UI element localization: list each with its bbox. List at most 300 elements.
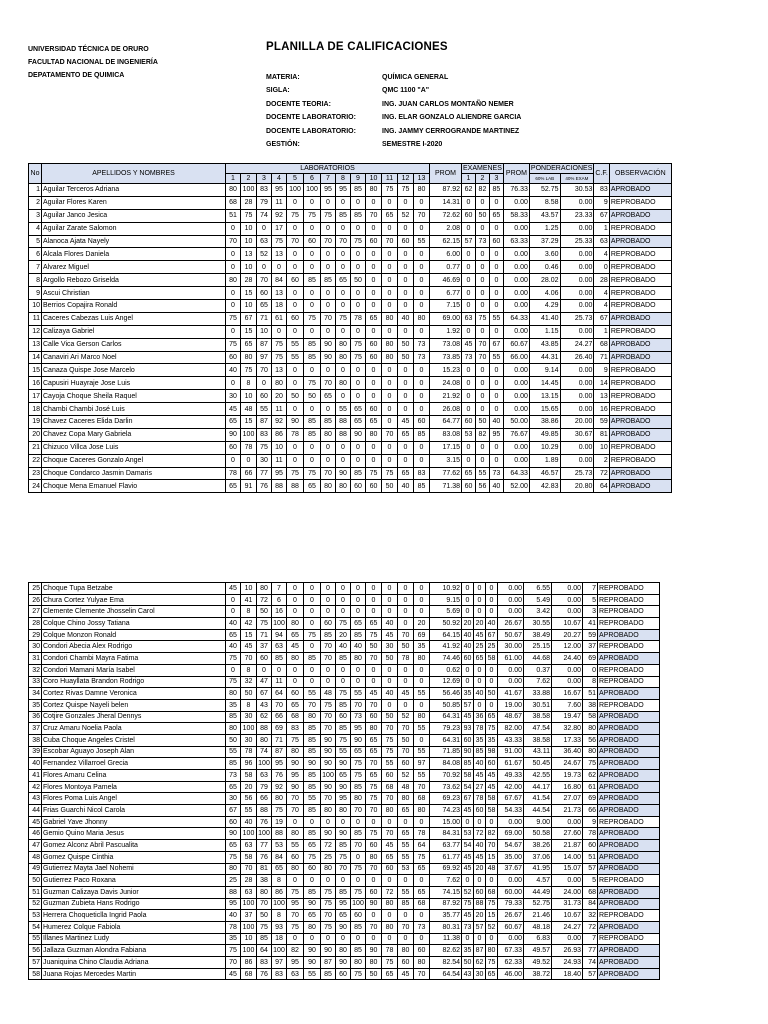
grade-cell: 10: [241, 390, 257, 403]
grade-cell: 65: [304, 480, 321, 493]
table-row: [29, 699, 660, 711]
average-cell: 0.00: [503, 196, 529, 209]
grade-cell: 75: [272, 338, 287, 351]
grade-cell: 0: [321, 933, 336, 945]
grade-cell: 60: [287, 688, 304, 700]
grade-cell: 75: [351, 338, 366, 351]
grade-cell: 60: [474, 886, 486, 898]
table-row: [29, 274, 672, 287]
grade-cell: 60: [351, 480, 366, 493]
average-cell: 43.11: [524, 746, 552, 758]
row-number-cell: 1: [29, 184, 42, 197]
grade-cell: 75: [304, 209, 321, 222]
final-grade-cell: 13: [594, 390, 609, 403]
grade-cell: 65: [304, 840, 321, 852]
grade-cell: 77: [257, 467, 272, 480]
grade-cell: 0: [489, 248, 503, 261]
grade-cell: 60: [304, 863, 321, 875]
observation-cell: REPROBADO: [609, 364, 671, 377]
grade-cell: 60: [287, 274, 304, 287]
grade-cell: 0: [336, 261, 351, 274]
grade-cell: 0: [462, 325, 476, 338]
grade-cell: 48: [398, 781, 414, 793]
row-number-cell: 51: [29, 886, 42, 898]
grade-cell: 80: [382, 921, 398, 933]
grade-cell: 0: [398, 261, 414, 274]
grade-cell: 10: [241, 235, 257, 248]
grade-cell: 0: [366, 583, 382, 595]
grade-cell: 63: [257, 235, 272, 248]
grade-cell: 75: [366, 828, 382, 840]
grade-cell: 0: [382, 676, 398, 688]
grade-cell: 55: [336, 746, 351, 758]
grade-cell: 16: [272, 606, 287, 618]
average-cell: 0.00: [498, 875, 524, 887]
grade-cell: 0: [321, 364, 336, 377]
row-number-cell: 35: [29, 699, 42, 711]
grade-cell: 75: [382, 957, 398, 969]
average-cell: 72.62: [430, 209, 462, 222]
grade-cell: 0: [366, 910, 382, 922]
grade-cell: 80: [382, 805, 398, 817]
grade-cell: 55: [475, 467, 489, 480]
grade-cell: 75: [287, 467, 304, 480]
average-cell: 58.33: [503, 209, 529, 222]
grade-cell: 75: [321, 209, 336, 222]
student-name-cell: Alvarez Miguel: [42, 261, 226, 274]
average-cell: 80.31: [430, 921, 462, 933]
final-grade-cell: 37: [583, 641, 598, 653]
grade-cell: 0: [287, 583, 304, 595]
final-grade-cell: 83: [594, 184, 609, 197]
observation-cell: APROBADO: [598, 840, 660, 852]
student-name-cell: Cuba Choque Angeles Cristel: [42, 734, 226, 746]
average-cell: 84.31: [430, 828, 462, 840]
grade-cell: 48: [321, 688, 336, 700]
average-cell: 0.00: [552, 875, 583, 887]
grade-cell: 60: [287, 312, 304, 325]
grade-cell: 20: [474, 863, 486, 875]
grade-cell: 100: [241, 723, 257, 735]
grade-cell: 0: [226, 377, 241, 390]
final-grade-cell: 81: [594, 428, 609, 441]
average-cell: 33.88: [524, 688, 552, 700]
average-cell: 35.00: [498, 851, 524, 863]
grade-cell: 65: [414, 863, 430, 875]
student-name-cell: Choque Mena Emanuel Flavio: [42, 480, 226, 493]
average-cell: 70.92: [430, 770, 462, 782]
grade-cell: 60: [287, 851, 304, 863]
grade-cell: 0: [489, 403, 503, 416]
observation-cell: APROBADO: [598, 957, 660, 969]
grade-cell: 97: [414, 758, 430, 770]
grade-cell: 88: [272, 480, 287, 493]
grade-cell: 55: [398, 886, 414, 898]
average-cell: 15.00: [430, 816, 462, 828]
grade-cell: 65: [351, 416, 366, 429]
average-cell: 42.55: [524, 770, 552, 782]
student-name-cell: Cortez Quispe Nayeli belen: [42, 699, 226, 711]
grade-cell: 60: [382, 863, 398, 875]
grade-cell: 55: [287, 840, 304, 852]
grade-cell: 73: [414, 338, 430, 351]
average-cell: 16.67: [552, 688, 583, 700]
grade-cell: 72: [382, 886, 398, 898]
grade-cell: 0: [475, 261, 489, 274]
final-grade-cell: 2: [594, 454, 609, 467]
grade-cell: 0: [398, 300, 414, 313]
average-cell: 14.31: [430, 196, 462, 209]
grade-cell: 0: [336, 454, 351, 467]
grade-cell: 41: [241, 594, 257, 606]
observation-cell: APROBADO: [598, 629, 660, 641]
info-row: [266, 138, 521, 151]
average-cell: 41.54: [524, 793, 552, 805]
grade-cell: 88: [272, 828, 287, 840]
grade-cell: 72: [474, 828, 486, 840]
grade-cell: 70: [321, 723, 336, 735]
grade-cell: 83: [257, 428, 272, 441]
grade-cell: 0: [475, 287, 489, 300]
average-cell: 79.33: [498, 898, 524, 910]
grade-cell: 0: [398, 606, 414, 618]
grade-cell: 55: [398, 851, 414, 863]
row-number-cell: 3: [29, 209, 42, 222]
final-grade-cell: 72: [583, 921, 598, 933]
table-row: [29, 467, 672, 480]
grade-cell: 86: [241, 957, 257, 969]
grade-cell: 0: [414, 910, 430, 922]
grade-cell: 0: [414, 222, 430, 235]
row-number-cell: 50: [29, 875, 42, 887]
grade-cell: 0: [486, 676, 498, 688]
grade-cell: 80: [336, 351, 351, 364]
student-name-cell: Flores Montoya Pamela: [42, 781, 226, 793]
table-row: [29, 583, 660, 595]
grade-cell: 90: [336, 921, 351, 933]
grade-cell: 65: [226, 629, 241, 641]
grade-cell: 32: [241, 676, 257, 688]
grade-cell: 68: [382, 781, 398, 793]
grade-cell: 58: [486, 793, 498, 805]
grade-cell: 0: [366, 390, 382, 403]
average-cell: 91.00: [498, 746, 524, 758]
grade-cell: 0: [475, 222, 489, 235]
student-name-cell: Chavez Copa Mary Gabriela: [42, 428, 226, 441]
grade-cell: 79: [257, 781, 272, 793]
grade-cell: 0: [462, 377, 476, 390]
grade-cell: 0: [414, 664, 430, 676]
grade-cell: 70: [226, 235, 241, 248]
grade-cell: 80: [382, 338, 398, 351]
average-cell: 26.08: [430, 403, 462, 416]
average-cell: 71.38: [430, 480, 462, 493]
observation-cell: APROBADO: [609, 416, 671, 429]
grade-cell: 0: [287, 325, 304, 338]
info-value: SEMESTRE I-2020: [382, 141, 443, 149]
grade-cell: 28: [241, 875, 257, 887]
grade-cell: 40: [474, 758, 486, 770]
grade-cell: 80: [226, 688, 241, 700]
grade-cell: 45: [226, 403, 241, 416]
average-cell: 6.00: [430, 248, 462, 261]
grade-cell: 88: [474, 898, 486, 910]
grade-cell: 75: [257, 618, 272, 630]
grade-cell: 15: [241, 325, 257, 338]
grade-cell: 0: [486, 699, 498, 711]
observation-cell: REPROBADO: [609, 222, 671, 235]
grade-cell: 0: [462, 594, 474, 606]
exam-number: 3: [489, 174, 503, 184]
average-cell: 0.00: [560, 248, 594, 261]
average-cell: 14.45: [529, 377, 560, 390]
table-row: [29, 196, 672, 209]
average-cell: 5.69: [430, 606, 462, 618]
grade-cell: 0: [287, 364, 304, 377]
student-name-cell: Ascui Christian: [42, 287, 226, 300]
grade-cell: 0: [304, 618, 321, 630]
grade-cell: 75: [272, 235, 287, 248]
table-row: [29, 606, 660, 618]
student-name-cell: Choque Tupa Betzabe: [42, 583, 226, 595]
student-name-cell: Illanes Martinez Ludy: [42, 933, 226, 945]
grade-cell: 75: [351, 758, 366, 770]
grade-cell: 90: [336, 781, 351, 793]
table-row: [29, 184, 672, 197]
grade-cell: 0: [414, 676, 430, 688]
average-cell: 12.00: [552, 641, 583, 653]
grade-cell: 50: [475, 209, 489, 222]
grade-cell: 0: [398, 676, 414, 688]
student-name-cell: Aguilar Zarate Salomon: [42, 222, 226, 235]
grade-cell: 60: [226, 816, 241, 828]
grade-cell: 96: [241, 758, 257, 770]
observation-cell: APROBADO: [598, 886, 660, 898]
grade-cell: 73: [489, 467, 503, 480]
grade-cell: 65: [474, 653, 486, 665]
grade-cell: 0: [414, 390, 430, 403]
average-cell: 16.80: [552, 781, 583, 793]
lab-number: 6: [304, 174, 321, 184]
grade-cell: 80: [336, 945, 351, 957]
col-prom2: PROM: [503, 164, 529, 184]
grade-cell: 45: [382, 840, 398, 852]
average-cell: 64.15: [430, 629, 462, 641]
grade-cell: 92: [272, 781, 287, 793]
grade-cell: 95: [226, 898, 241, 910]
average-cell: 74.23: [430, 805, 462, 817]
grade-cell: 65: [366, 416, 382, 429]
final-grade-cell: 56: [583, 734, 598, 746]
average-cell: 21.87: [552, 840, 583, 852]
faculty-name: FACULTAD NACIONAL DE INGENIERÍA: [28, 59, 158, 66]
info-key: GESTIÓN:: [266, 141, 300, 149]
grade-cell: 65: [336, 770, 351, 782]
grade-cell: 37: [241, 910, 257, 922]
grade-cell: 0: [382, 403, 398, 416]
grade-cell: 53: [272, 840, 287, 852]
grade-cell: 57: [462, 235, 476, 248]
final-grade-cell: 84: [583, 898, 598, 910]
grade-cell: 11: [272, 676, 287, 688]
student-name-cell: Gutierrez Paco Roxana: [42, 875, 226, 887]
info-row: [266, 84, 521, 97]
grade-cell: 0: [321, 300, 336, 313]
grade-cell: 45: [474, 770, 486, 782]
average-cell: 83.08: [430, 428, 462, 441]
grade-cell: 0: [336, 325, 351, 338]
row-number-cell: 41: [29, 770, 42, 782]
grade-cell: 45: [462, 711, 474, 723]
grade-cell: 50: [382, 480, 398, 493]
grade-cell: 58: [241, 851, 257, 863]
grade-cell: 45: [462, 851, 474, 863]
grade-cell: 85: [226, 711, 241, 723]
row-number-cell: 29: [29, 629, 42, 641]
table-row: [29, 403, 672, 416]
average-cell: 0.00: [503, 261, 529, 274]
grade-cell: 63: [241, 840, 257, 852]
grade-cell: 65: [366, 618, 382, 630]
grade-cell: 10: [272, 441, 287, 454]
grade-cell: 0: [336, 933, 351, 945]
average-cell: 24.08: [430, 377, 462, 390]
grade-cell: 78: [351, 312, 366, 325]
table-row: [29, 781, 660, 793]
grade-cell: 80: [272, 377, 287, 390]
grade-cell: 0: [366, 664, 382, 676]
observation-cell: REPROBADO: [598, 816, 660, 828]
grade-cell: 0: [414, 261, 430, 274]
grade-cell: 88: [287, 480, 304, 493]
grade-cell: 93: [272, 921, 287, 933]
student-name-cell: Colque Chino Jossy Tatiana: [42, 618, 226, 630]
average-cell: 37.67: [498, 863, 524, 875]
grade-cell: 70: [321, 711, 336, 723]
average-cell: 21.73: [552, 805, 583, 817]
grade-cell: 55: [414, 746, 430, 758]
student-name-cell: Colque Monzon Ronald: [42, 629, 226, 641]
grade-cell: 0: [304, 606, 321, 618]
table-row: [29, 957, 660, 969]
grade-cell: 95: [489, 428, 503, 441]
grade-cell: 85: [304, 886, 321, 898]
table-row: [29, 325, 672, 338]
grade-cell: 70: [241, 653, 257, 665]
grade-cell: 0: [398, 699, 414, 711]
grade-cell: 60: [366, 235, 382, 248]
grade-cell: 70: [382, 723, 398, 735]
grade-cell: 0: [226, 594, 241, 606]
grade-cell: 90: [321, 828, 336, 840]
average-cell: 56.46: [430, 688, 462, 700]
grade-cell: 0: [351, 196, 366, 209]
grade-cell: 55: [414, 235, 430, 248]
grade-cell: 78: [241, 441, 257, 454]
grade-cell: 0: [366, 364, 382, 377]
grade-cell: 80: [336, 338, 351, 351]
grade-cell: 10: [241, 933, 257, 945]
grade-cell: 0: [304, 261, 321, 274]
grade-cell: 0: [462, 287, 476, 300]
grade-cell: 0: [351, 933, 366, 945]
grade-cell: 80: [321, 863, 336, 875]
grade-cell: 0: [475, 325, 489, 338]
grade-cell: 74: [257, 209, 272, 222]
observation-cell: APROBADO: [598, 828, 660, 840]
final-grade-cell: 75: [583, 758, 598, 770]
grade-cell: 50: [304, 390, 321, 403]
table-row: [29, 840, 660, 852]
grade-cell: 85: [304, 828, 321, 840]
final-grade-cell: 9: [594, 196, 609, 209]
lab-number: 8: [336, 174, 351, 184]
row-number-cell: 7: [29, 261, 42, 274]
table-row: [29, 390, 672, 403]
table-row: [29, 428, 672, 441]
grade-cell: 90: [336, 957, 351, 969]
grade-cell: 92: [272, 416, 287, 429]
grade-cell: 60: [366, 351, 382, 364]
average-cell: 0.00: [498, 676, 524, 688]
grade-cell: 80: [366, 184, 382, 197]
grade-cell: 0: [287, 606, 304, 618]
grade-cell: 80: [398, 945, 414, 957]
grade-cell: 73: [414, 921, 430, 933]
student-name-cell: Flores Amaru Celina: [42, 770, 226, 782]
average-cell: 24.27: [560, 338, 594, 351]
student-name-cell: Chambi Chambi José Luis: [42, 403, 226, 416]
grade-cell: 55: [382, 758, 398, 770]
grade-cell: 97: [257, 351, 272, 364]
grade-cell: 71: [257, 312, 272, 325]
average-cell: 6.83: [524, 933, 552, 945]
grade-cell: 88: [257, 723, 272, 735]
average-cell: 69.23: [430, 793, 462, 805]
grade-cell: 45: [398, 416, 414, 429]
grade-cell: 97: [272, 957, 287, 969]
lab-number: 13: [414, 174, 430, 184]
table-row: [29, 758, 660, 770]
grade-cell: 0: [414, 274, 430, 287]
grade-cell: 60: [414, 416, 430, 429]
grade-cell: 18: [272, 300, 287, 313]
row-number-cell: 56: [29, 945, 42, 957]
grade-cell: 65: [351, 403, 366, 416]
average-cell: 0.00: [498, 933, 524, 945]
grade-cell: 0: [475, 403, 489, 416]
grade-cell: 0: [414, 287, 430, 300]
student-name-cell: Cotjire Gonzales Jheral Dennys: [42, 711, 226, 723]
grade-cell: 0: [462, 664, 474, 676]
average-cell: 38.72: [524, 968, 552, 980]
grade-cell: 40: [382, 618, 398, 630]
grade-cell: 0: [398, 248, 414, 261]
grade-cell: 0: [382, 699, 398, 711]
grade-cell: 75: [336, 618, 351, 630]
grade-cell: 75: [226, 851, 241, 863]
grade-cell: 65: [226, 840, 241, 852]
grade-cell: 70: [398, 921, 414, 933]
student-name-cell: Cruz Amaru Noelia Paola: [42, 723, 226, 735]
average-cell: 19.73: [552, 770, 583, 782]
info-row: [266, 71, 521, 84]
grade-cell: 58: [486, 805, 498, 817]
info-value: QUÍMICA GENERAL: [382, 74, 449, 81]
average-cell: 73.62: [430, 781, 462, 793]
average-cell: 82.62: [430, 945, 462, 957]
grade-cell: 85: [304, 351, 321, 364]
